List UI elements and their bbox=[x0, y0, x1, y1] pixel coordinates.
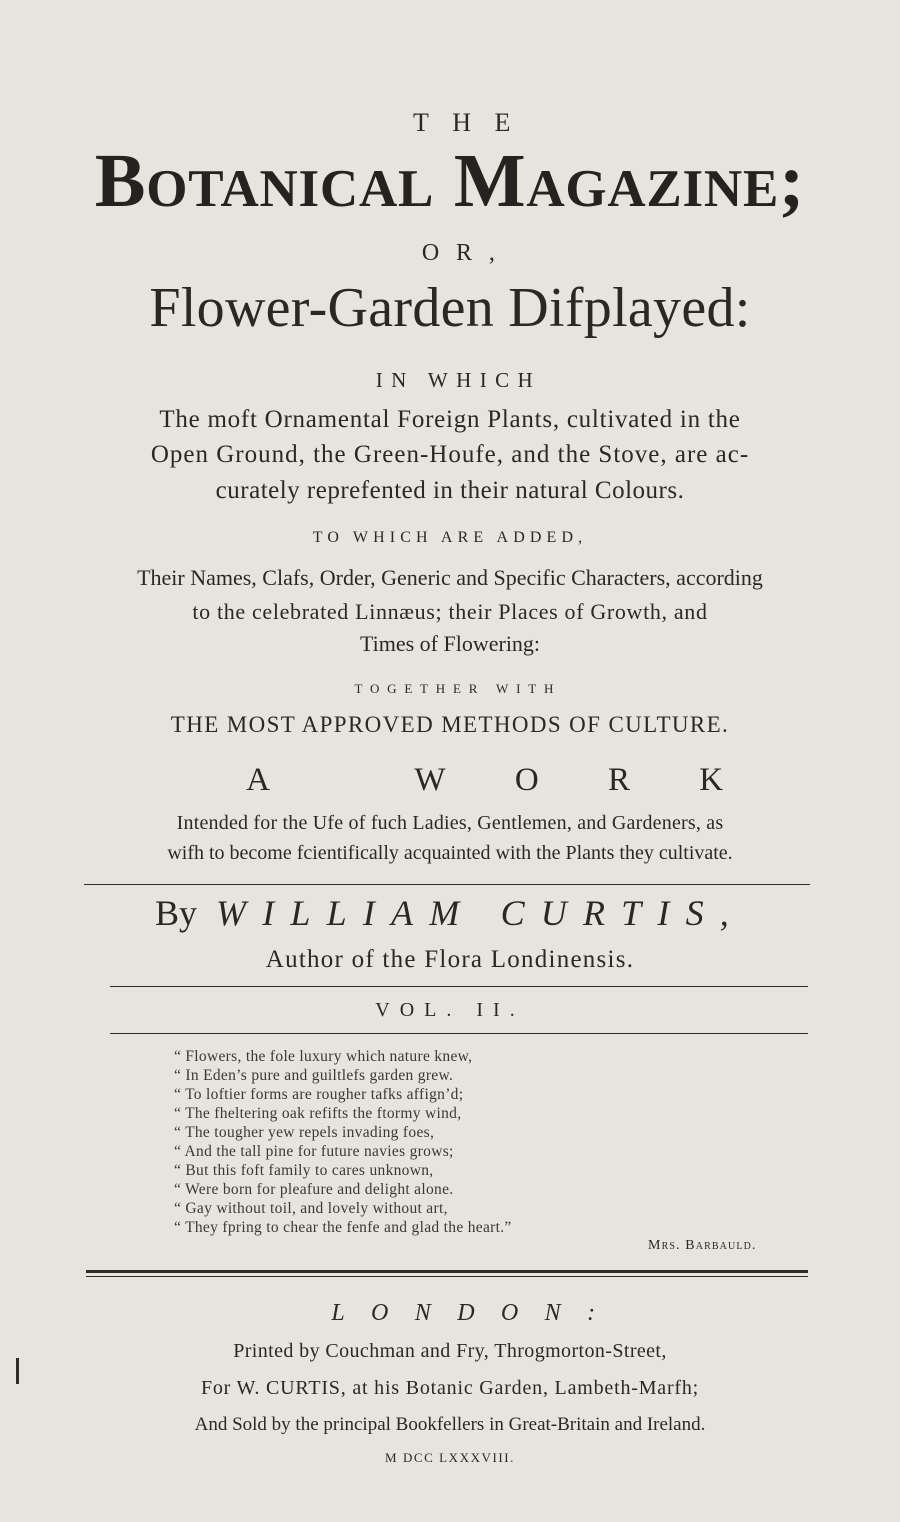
poem-line: “ The fheltering oak refifts the ftormy wind, bbox=[174, 1105, 462, 1122]
added-line-3: Times of Flowering: bbox=[359, 631, 541, 656]
imprint-city: LONDON: bbox=[331, 1300, 622, 1326]
imprint-line-1: Printed by Couchman and Fry, Throgmorton-Street, bbox=[233, 1340, 667, 1362]
together-heading: TOGETHER WITH bbox=[354, 681, 562, 696]
author-byline bbox=[0, 892, 900, 934]
title-or: OR, bbox=[421, 240, 512, 266]
added-heading: TO WHICH ARE ADDED, bbox=[312, 529, 588, 546]
author-by: By bbox=[154, 893, 197, 933]
epigraph-poem bbox=[174, 1047, 512, 1237]
description-line-1: The moft Ornamental Foreign Plants, cultivated in the bbox=[159, 406, 741, 433]
poem-attribution: Mrs. Barbauld. bbox=[648, 1238, 757, 1253]
work-heading: A WORK bbox=[246, 762, 793, 798]
description-line-2: Open Ground, the Green-Houfe, and the Stove, are ac- bbox=[150, 441, 750, 468]
divider-imprint-bottom bbox=[86, 1276, 808, 1277]
poem-line: “ Gay without toil, and lovely without art, bbox=[174, 1200, 448, 1217]
work-line-2: wifh to become fcientifically acquainted with the Plants they cultivate. bbox=[167, 842, 733, 864]
poem-line: “ They fpring to chear the fenfe and glad the heart.” bbox=[174, 1219, 512, 1236]
work-line-1: Intended for the Ufe of fuch Ladies, Gentlemen, and Gardeners, as bbox=[176, 812, 724, 834]
title-sub: Flower-Garden Difplayed: bbox=[149, 277, 751, 339]
poem-line: “ To loftier forms are rougher tafks affign’d; bbox=[174, 1086, 464, 1103]
added-line-1: Their Names, Clafs, Order, Generic and Specific Characters, according bbox=[137, 565, 763, 590]
poem-line: “ Were born for pleafure and delight alone. bbox=[174, 1181, 454, 1198]
added-line-2: to the celebrated Linnæus; their Places of Growth, and bbox=[192, 599, 708, 624]
poem-line: “ The tougher yew repels invading foes, bbox=[174, 1124, 435, 1141]
margin-mark bbox=[16, 1358, 19, 1384]
poem-line: “ And the tall pine for future navies grows; bbox=[174, 1143, 454, 1160]
divider-middle bbox=[110, 986, 808, 987]
imprint-line-3: And Sold by the principal Bookfellers in Great-Britain and Ireland. bbox=[194, 1414, 706, 1435]
divider-upper bbox=[84, 884, 810, 885]
poem-line: “ Flowers, the fole luxury which nature knew, bbox=[174, 1048, 473, 1065]
title-the: THE bbox=[413, 108, 534, 137]
in-which: IN WHICH bbox=[375, 368, 542, 392]
together-line: THE MOST APPROVED METHODS OF CULTURE. bbox=[170, 712, 730, 737]
volume: VOL. II. bbox=[375, 999, 525, 1021]
divider-lower bbox=[110, 1033, 808, 1034]
title-main: Botanical Magazine; bbox=[94, 139, 806, 223]
poem-line: “ In Eden’s pure and guiltlefs garden grew. bbox=[174, 1067, 454, 1084]
imprint-line-2: For W. CURTIS, at his Botanic Garden, Lambeth-Marfh; bbox=[200, 1377, 700, 1399]
author-credit: Author of the Flora Londinensis. bbox=[265, 946, 635, 973]
divider-imprint-top bbox=[86, 1270, 808, 1273]
description-line-3: curately reprefented in their natural Colours. bbox=[215, 477, 685, 504]
author-name: WILLIAM CURTIS, bbox=[216, 893, 745, 933]
poem-line: “ But this foft family to cares unknown, bbox=[174, 1162, 434, 1179]
imprint-date: M DCC LXXXVIII. bbox=[385, 1450, 515, 1465]
